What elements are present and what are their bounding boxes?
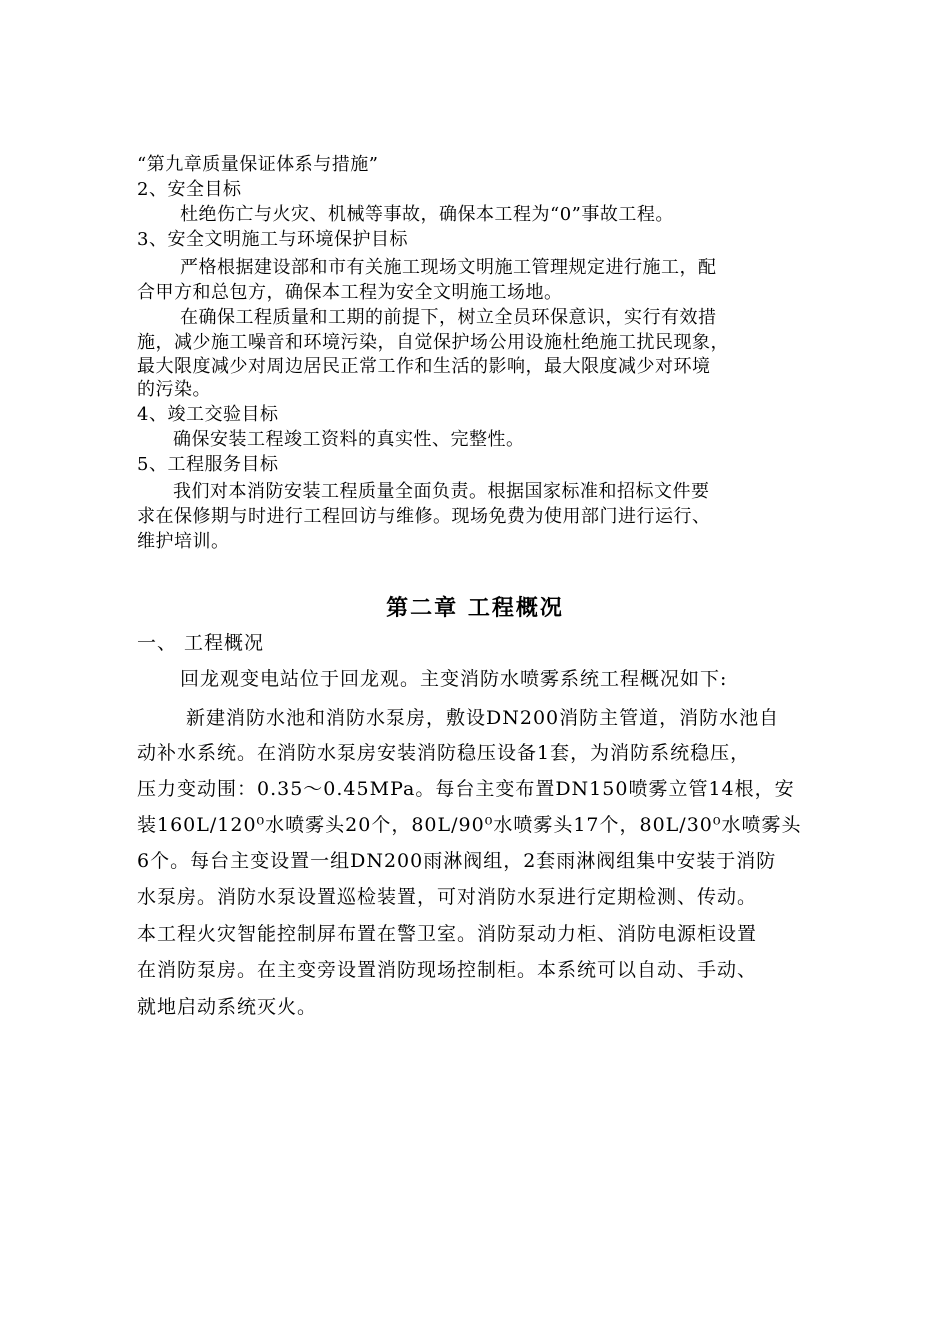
paragraph-line: 求在保修期与时进行工程回访与维修。现场免费为使用部门进行运行、 [137, 506, 711, 527]
paragraph-line: 最大限度减少对周边居民正常工作和生活的影响，最大限度减少对环境 [137, 356, 711, 377]
paragraph-line: 我们对本消防安装工程质量全面负责。根据国家标准和招标文件要 [173, 481, 710, 502]
paragraph-line: 水泵房。消防水泵设置巡检装置，可对消防水泵进行定期检测、传动。 [137, 886, 758, 908]
paragraph-line: 6个。每台主变设置一组DN200雨淋阀组，2套雨淋阀组集中安装于消防 [137, 850, 777, 872]
paragraph-line: 装160L/120⁰水喷雾头20个，80L/90⁰水喷雾头17个，80L/30⁰水喷雾头 [137, 814, 802, 836]
paragraph-line: 维护培训。 [137, 531, 230, 552]
heading-completion-target: 4、竣工交验目标 [137, 404, 279, 425]
paragraph-line: 合甲方和总包方，确保本工程为安全文明施工场地。 [137, 282, 563, 303]
paragraph-line: 在确保工程质量和工期的前提下，树立全员环保意识，实行有效措 [180, 307, 717, 328]
section-heading: 一、 工程概况 [137, 632, 265, 654]
quote-line: “第九章质量保证体系与措施” [137, 154, 379, 175]
paragraph-line: 的污染。 [137, 379, 211, 400]
paragraph-line: 压力变动围：0.35～0.45MPa。每台主变布置DN150喷雾立管14根，安 [137, 778, 795, 800]
heading-civilized-construction: 3、安全文明施工与环境保护目标 [137, 229, 408, 250]
heading-safety-target: 2、安全目标 [137, 179, 242, 200]
paragraph-line: 确保安装工程竣工资料的真实性、完整性。 [173, 429, 525, 450]
paragraph-line: 新建消防水池和消防水泵房，敷设DN200消防主管道，消防水池自 [186, 707, 780, 729]
chapter-title: 第二章 工程概况 [386, 596, 564, 621]
heading-service-target: 5、工程服务目标 [137, 454, 279, 475]
paragraph-line: 施，减少施工噪音和环境污染，自觉保护场公用设施杜绝施工扰民现象， [137, 332, 729, 353]
paragraph-line: 在消防泵房。在主变旁设置消防现场控制柜。本系统可以自动、手动、 [137, 959, 758, 981]
paragraph-line: 杜绝伤亡与火灾、机械等事故，确保本工程为“0”事故工程。 [180, 204, 674, 225]
paragraph-line: 动补水系统。在消防水泵房安装消防稳压设备1套，为消防系统稳压， [137, 742, 751, 764]
paragraph-line: 严格根据建设部和市有关施工现场文明施工管理规定进行施工，配 [180, 257, 717, 278]
paragraph-line: 就地启动系统灭火。 [137, 996, 318, 1018]
intro-line: 回龙观变电站位于回龙观。主变消防水喷雾系统工程概况如下: [180, 668, 728, 690]
paragraph-line: 本工程火灾智能控制屏布置在警卫室。消防泵动力柜、消防电源柜设置 [137, 923, 758, 945]
